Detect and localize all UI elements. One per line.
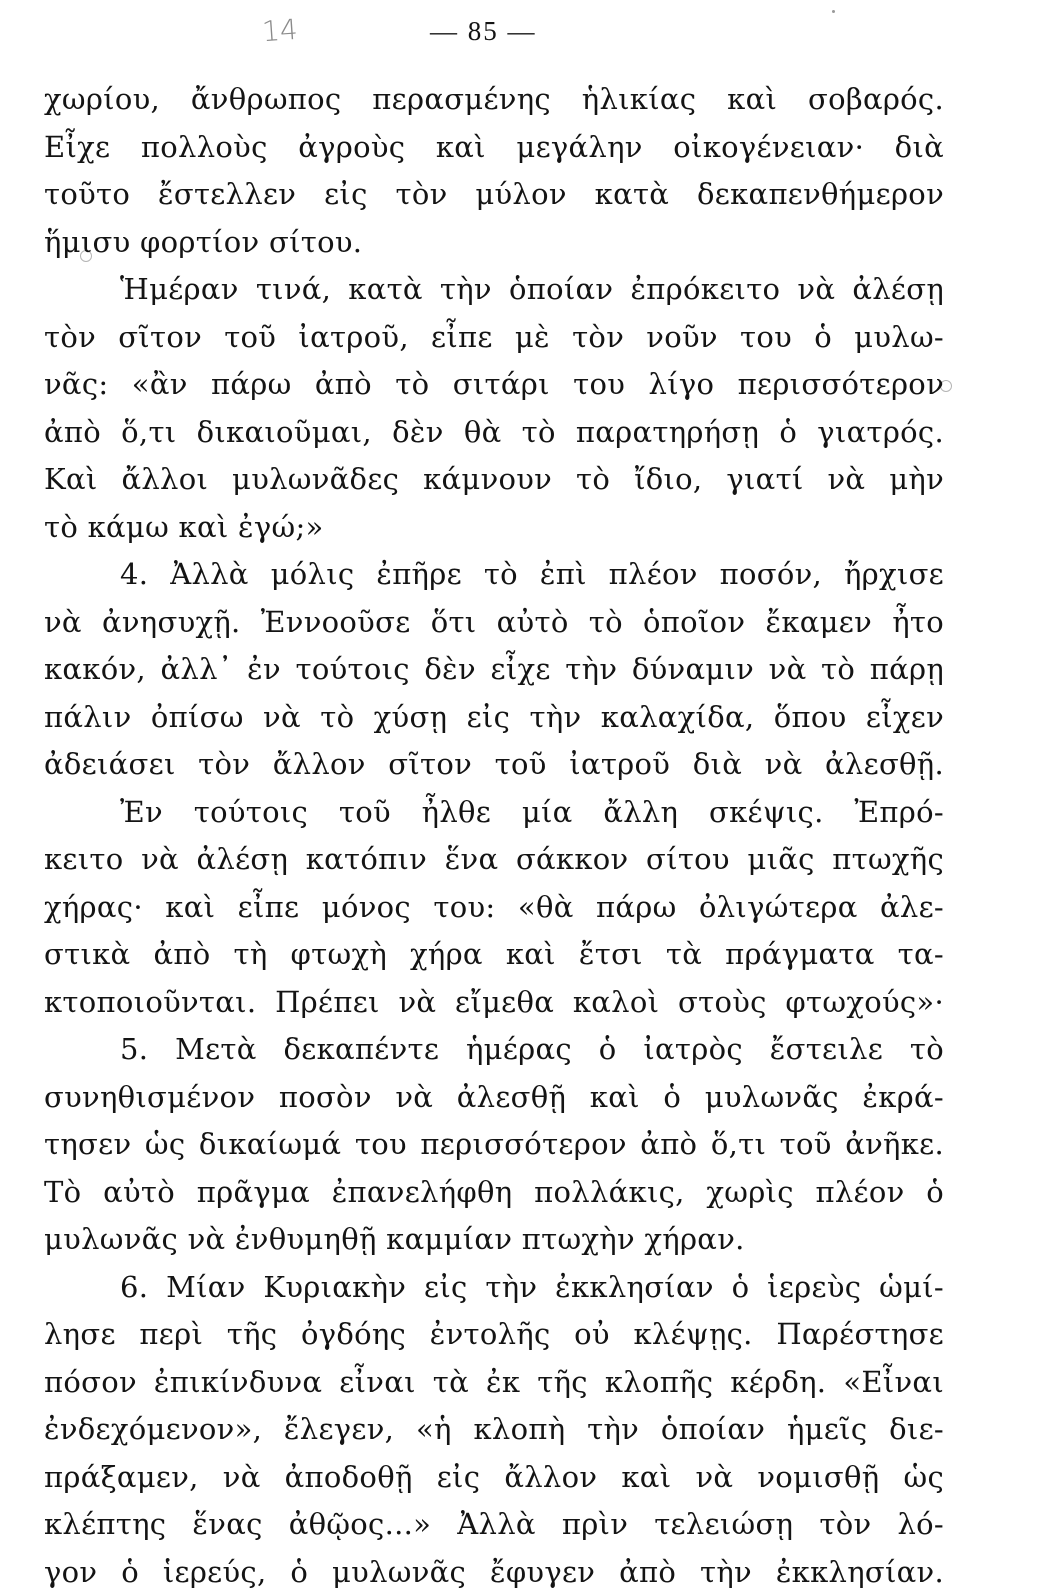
text-line: χήρας· καὶ εἶπε μόνος του: «θὰ πάρω ὀλιγώτερα ἀλε- [44, 884, 944, 932]
text-line: πάλιν ὀπίσω νὰ τὸ χύσῃ εἰς τὴν καλαχίδα, ὅπου εἶχεν [44, 694, 944, 742]
text-line: κειτο νὰ ἀλέσῃ κατόπιν ἕνα σάκκον σίτου μιᾶς πτωχῆς [44, 836, 944, 884]
text-line: νὰ ἀνησυχῇ. Ἐννοοῦσε ὅτι αὐτὸ τὸ ὁποῖον ἔκαμεν ἦτο [44, 599, 944, 647]
text-line: ἀπὸ ὅ,τι δικαιοῦμαι, δὲν θὰ τὸ παρατηρήσῃ ὁ γιατρός. [44, 409, 944, 457]
text-line: τὸν σῖτον τοῦ ἰατροῦ, εἶπε μὲ τὸν νοῦν του ὁ μυλω- [44, 314, 944, 362]
body-text [44, 76, 944, 1596]
text-line: Ἐν τούτοις τοῦ ἦλθε μία ἄλλη σκέψις. Ἐπρό- [44, 789, 944, 837]
text-line: κακόν, ἀλλ᾿ ἐν τούτοις δὲν εἶχε τὴν δύναμιν νὰ τὸ πάρῃ [44, 646, 944, 694]
text-line: μυλωνᾶς νὰ ἐνθυμηθῇ καμμίαν πτωχὴν χήραν. [44, 1216, 944, 1264]
text-line: κλέπτης ἕνας ἀθῷος...» Ἀλλὰ πρὶν τελειώσῃ τὸν λό- [44, 1501, 944, 1549]
text-line: Ἡμέραν τινά, κατὰ τὴν ὁποίαν ἐπρόκειτο νὰ ἀλέσῃ [44, 266, 944, 314]
text-line: χωρίου, ἄνθρωπος περασμένης ἡλικίας καὶ σοβαρός. [44, 76, 944, 124]
page-number: — 85 — [430, 16, 537, 47]
text-line: ἥμισυ φορτίον σίτου. [44, 219, 944, 267]
text-line: ἀδειάσει τὸν ἄλλον σῖτον τοῦ ἰατροῦ διὰ νὰ ἀλεσθῇ. [44, 741, 944, 789]
text-line: Εἶχε πολλοὺς ἀγροὺς καὶ μεγάλην οἰκογένειαν· διὰ [44, 124, 944, 172]
text-line: κτοποιοῦνται. Πρέπει νὰ εἴμεθα καλοὶ στοὺς φτωχούς»· [44, 979, 944, 1027]
text-line: Τὸ αὐτὸ πρᾶγμα ἐπανελήφθη πολλάκις, χωρὶς πλέον ὁ [44, 1169, 944, 1217]
text-line: 4. Ἀλλὰ μόλις ἐπῆρε τὸ ἐπὶ πλέον ποσόν, ἤρχισε [44, 551, 944, 599]
text-line: συνηθισμένον ποσὸν νὰ ἀλεσθῇ καὶ ὁ μυλωνᾶς ἐκρά- [44, 1074, 944, 1122]
text-line: τησεν ὡς δικαίωμά του περισσότερον ἀπὸ ὅ,τι τοῦ ἀνῆκε. [44, 1121, 944, 1169]
scan-speck [832, 10, 835, 13]
text-line: πράξαμεν, νὰ ἀποδοθῇ εἰς ἄλλον καὶ νὰ νομισθῇ ὡς [44, 1454, 944, 1502]
text-line: τὸ κάμω καὶ ἐγώ;» [44, 504, 944, 552]
text-line: πόσον ἐπικίνδυνα εἶναι τὰ ἐκ τῆς κλοπῆς κέρδη. «Εἶναι [44, 1359, 944, 1407]
text-line: Καὶ ἄλλοι μυλωνᾶδες κάμνουν τὸ ἴδιο, γιατί νὰ μὴν [44, 456, 944, 504]
text-line: νᾶς: «ἂν πάρω ἀπὸ τὸ σιτάρι του λίγο περισσότερον [44, 361, 944, 409]
text-line: τοῦτο ἔστελλεν εἰς τὸν μύλον κατὰ δεκαπενθήμερον [44, 171, 944, 219]
page-header [0, 14, 1048, 54]
handwritten-pencil-note: 14 [261, 13, 299, 48]
text-line: 6. Μίαν Κυριακὴν εἰς τὴν ἐκκλησίαν ὁ ἱερεὺς ὡμί- [44, 1264, 944, 1312]
text-line: λησε περὶ τῆς ὀγδόης ἐντολῆς οὐ κλέψῃς. Παρέστησε [44, 1311, 944, 1359]
text-line: ἐνδεχόμενον», ἔλεγεν, «ἡ κλοπὴ τὴν ὁποίαν ἡμεῖς διε- [44, 1406, 944, 1454]
text-line: 5. Μετὰ δεκαπέντε ἡμέρας ὁ ἰατρὸς ἔστειλε τὸ [44, 1026, 944, 1074]
text-line: στικὰ ἀπὸ τὴ φτωχὴ χήρα καὶ ἔτσι τὰ πράγματα τα- [44, 931, 944, 979]
text-line: γον ὁ ἱερεύς, ὁ μυλωνᾶς ἔφυγεν ἀπὸ τὴν ἐκκλησίαν. [44, 1549, 944, 1596]
